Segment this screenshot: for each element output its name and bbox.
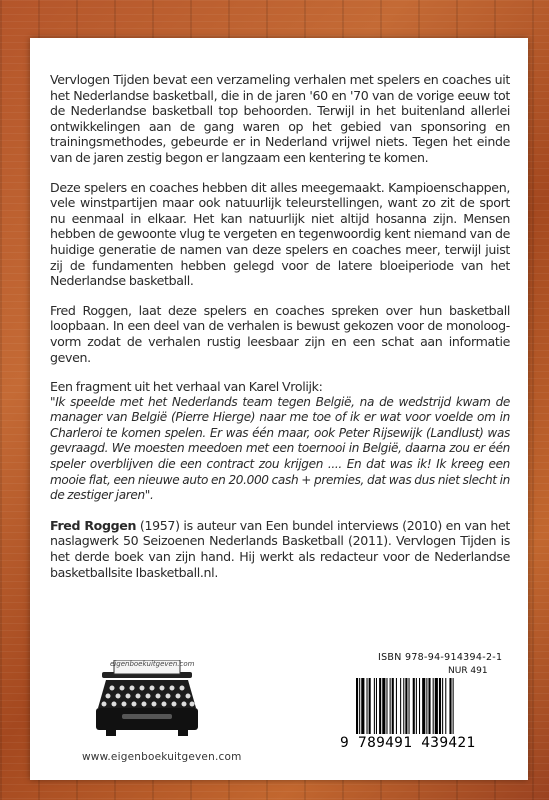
author-bio xyxy=(50,518,510,580)
blurb-paragraph-2: Deze spelers en coaches hebben dit alles meegemaakt. Kampioenschappen, vele winstpartijen maar ook natuurlijk teleurstellingen, want zo zit de sport nu eenmaal in elkaar. Het kan natuurlijk niet altijd hosanna zijn. Mensen hebben de gewoonte vlug te vergeten en tegenwoordig kent niemand van de huidige generatie de namen van deze spelers en coaches meer, terwijl juist zij de fundamenten hebben gelegd voor de latere bloeiperiode van het Nederlandse basketball. xyxy=(50,179,510,289)
isbn-label: ISBN 978-94-914394-2-1 xyxy=(378,652,503,663)
author-name: Fred Roggen xyxy=(50,517,137,533)
barcode-digits: 9 789491 439421 xyxy=(340,735,476,751)
blurb xyxy=(50,72,510,504)
author-bio-text: (1957) is auteur van Een bundel interviews (2010) en van het naslagwerk 50 Seizoenen Nederlands Basketball (2011). Vervlogen Tijden is het derde boek van zijn hand. Hij werkt als redacteur voor de Nederlandse basketballsite Ibasketball.nl. xyxy=(50,517,510,580)
fragment-quote: "Ik speelde met het Nederlands team tegen België, na de wedstrijd kwam de manager van België (Pierre Hierge) naar me toe of ik er wat voor voelde om in Charleroi te komen spelen. Er was één maar, ook Peter Rijsewijk (Landlust) was gevraagd. We moesten meedoen met een toernooi in België, daarna zou er één speler overblijven die een contract zou krijgen .... En dat was ik! Ik kreeg een mooie flat, een nieuwe auto en 20.000 cash + premies, dat was dus niet slecht in de zestiger jaren". xyxy=(50,394,510,503)
nur-label: NUR 491 xyxy=(448,666,488,676)
back-cover-panel xyxy=(30,38,528,780)
fragment-intro: Een fragment uit het verhaal van Karel Vrolijk: xyxy=(50,379,323,395)
publisher-logo-text: eigenboekuitgeven.com xyxy=(110,660,195,668)
blurb-paragraph-1: Vervlogen Tijden bevat een verzameling verhalen met spelers en coaches uit het Nederlandse basketball, die in de jaren '60 en '70 van de vorige eeuw tot de Nederlandse basketball top behoorden. Terwijl in het buitenland allerlei ontwikkelingen aan de gang waren op het gebied van sponsoring en trainingsmethodes, gebeurde er in Nederland vrijwel niets. Tegen het einde van de jaren zestig begon er langzaam een kentering te komen. xyxy=(50,72,510,165)
barcode-box xyxy=(340,652,518,762)
publisher-website: www.eigenboekuitgeven.com xyxy=(82,751,242,763)
cover-footer xyxy=(30,648,528,780)
barcode-graphic xyxy=(340,678,518,736)
typewriter-icon xyxy=(92,660,202,740)
blurb-paragraph-3: Fred Roggen, laat deze spelers en coaches spreken over hun basketball loopbaan. In een deel van de verhalen is bewust gekozen voor de monoloog-vorm zodat de verhalen rustig leesbaar zijn en een schat aan informatie geven. xyxy=(50,302,510,365)
